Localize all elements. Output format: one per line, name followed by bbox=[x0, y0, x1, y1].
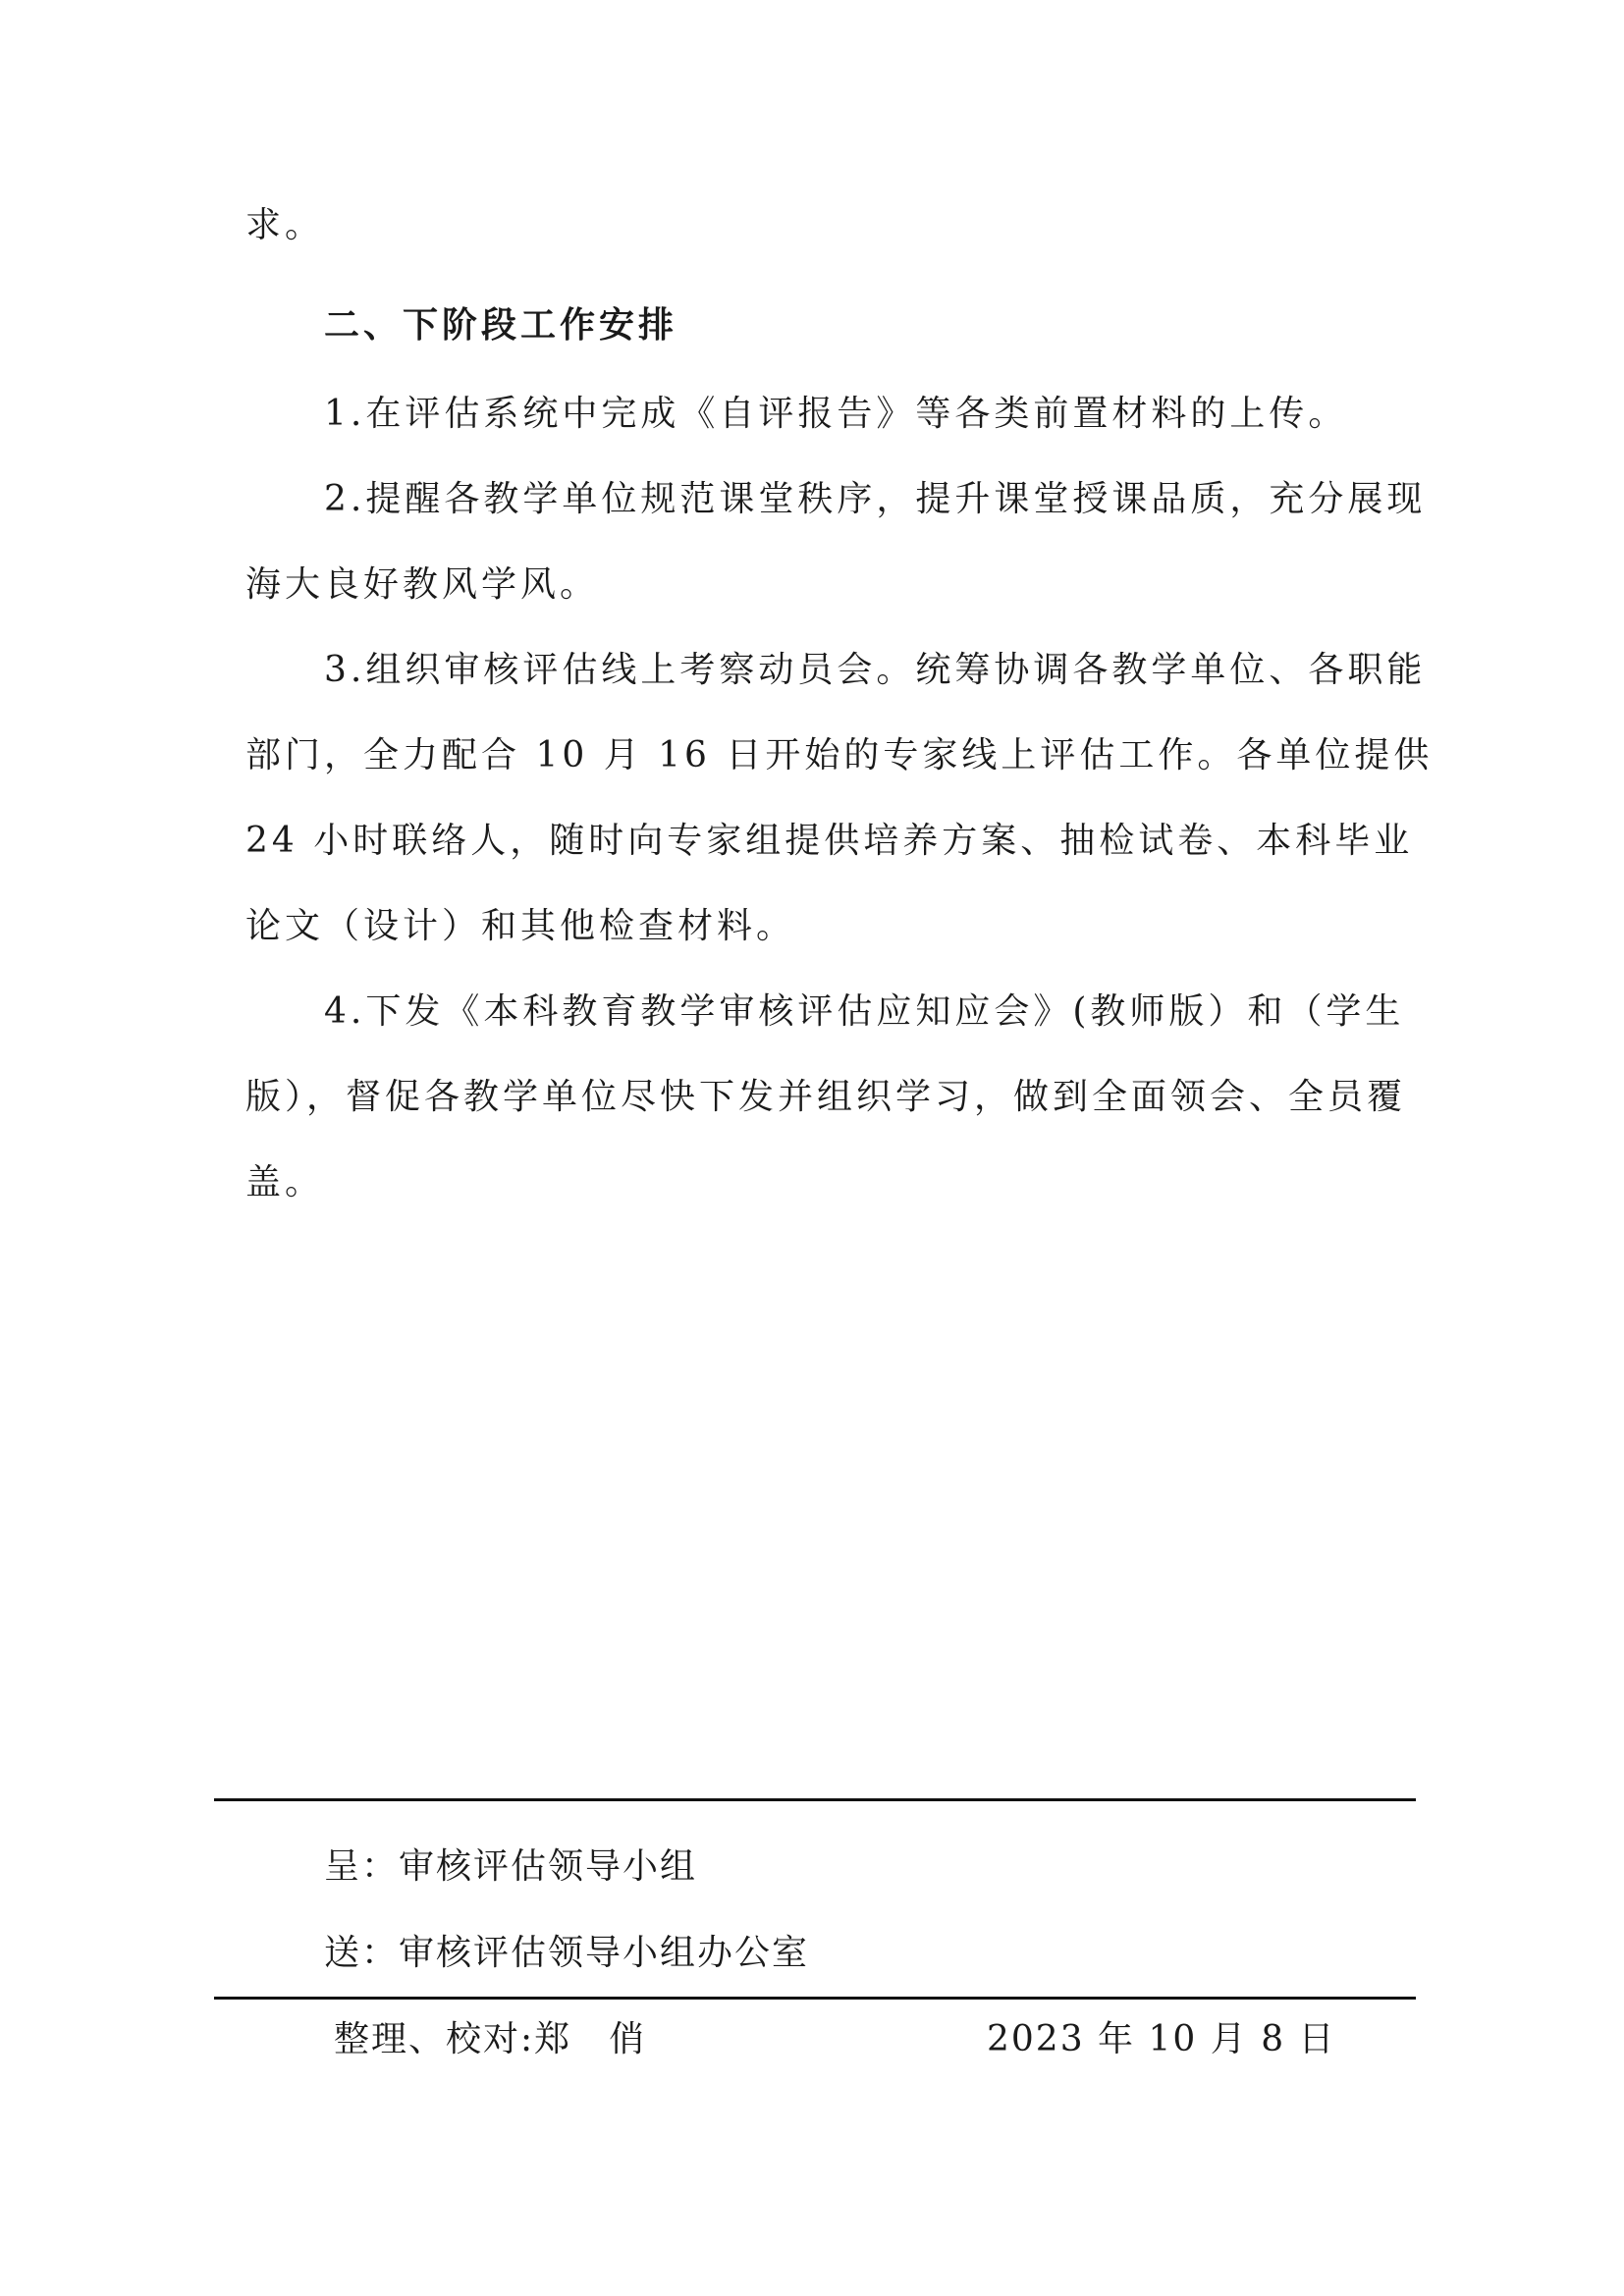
footer-bottom-rule bbox=[214, 1997, 1416, 2000]
item-2-line-1: 2.提醒各教学单位规范课堂秩序，提升课堂授课品质，充分展现 bbox=[324, 479, 1427, 519]
item-4-line-3: 盖。 bbox=[245, 1162, 325, 1202]
submit-to-line: 呈：审核评估领导小组 bbox=[324, 1846, 698, 1887]
item-3-line-1: 3.组织审核评估线上考察动员会。统筹协调各教学单位、各职能 bbox=[324, 650, 1427, 690]
item-1: 1.在评估系统中完成《自评报告》等各类前置材料的上传。 bbox=[324, 394, 1348, 434]
item-3-line-3: 24 小时联络人，随时向专家组提供培养方案、抽检试卷、本科毕业 bbox=[245, 821, 1414, 861]
issue-date: 2023 年 10 月 8 日 bbox=[987, 2019, 1336, 2059]
continuation-text: 求。 bbox=[245, 205, 325, 245]
send-to-line: 送：审核评估领导小组办公室 bbox=[324, 1933, 810, 1973]
item-4-line-2: 版），督促各教学单位尽快下发并组织学习，做到全面领会、全员覆 bbox=[245, 1077, 1407, 1117]
compiled-by-line: 整理、校对:郑 俏 bbox=[334, 2019, 647, 2059]
footer-top-rule bbox=[214, 1798, 1416, 1801]
item-4-line-1: 4.下发《本科教育教学审核评估应知应会》(教师版）和（学生 bbox=[324, 991, 1405, 1032]
section-heading: 二、下阶段工作安排 bbox=[324, 305, 678, 346]
item-2-line-2: 海大良好教风学风。 bbox=[245, 564, 600, 605]
item-3-line-4: 论文（设计）和其他检查材料。 bbox=[245, 906, 796, 946]
item-3-line-2: 部门，全力配合 10 月 16 日开始的专家线上评估工作。各单位提供 bbox=[245, 735, 1434, 775]
